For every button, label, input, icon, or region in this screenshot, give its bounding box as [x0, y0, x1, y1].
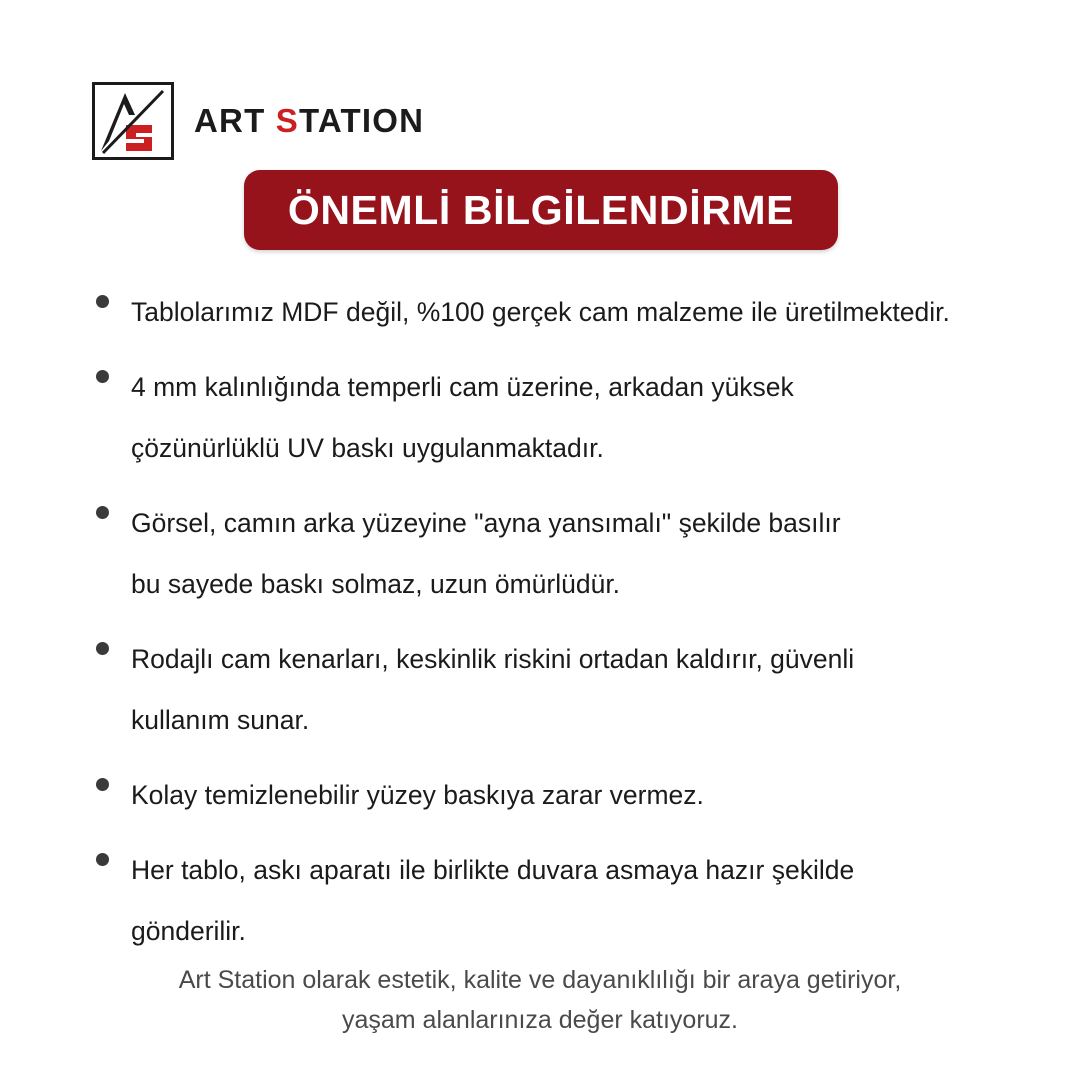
banner-title: ÖNEMLİ BİLGİLENDİRME [287, 186, 795, 233]
list-item-text: 4 mm kalınlığında temperli cam üzerine, arkadan yüksek çözünürlüklü UV baskı uygulanmaktadır. [131, 372, 794, 463]
list-item [96, 765, 1036, 826]
brand-name-accent: S [275, 102, 300, 139]
as-monogram-icon [92, 82, 174, 160]
bullet-dot-icon [96, 642, 109, 655]
brand-name-part2: TATION [299, 102, 425, 139]
title-banner [244, 170, 838, 250]
list-item-text: Görsel, camın arka yüzeyine "ayna yansımalı" şekilde basılır bu sayede baskı solmaz, uzun ömürlüdür. [131, 508, 841, 599]
bullet-dot-icon [96, 778, 109, 791]
list-item [96, 493, 1036, 615]
bullet-list [96, 282, 1036, 976]
bullet-dot-icon [96, 506, 109, 519]
list-item [96, 629, 1036, 751]
list-item [96, 357, 1036, 479]
brand-name [194, 102, 424, 140]
footer-tagline: Art Station olarak estetik, kalite ve dayanıklılığı bir araya getiriyor, yaşam alanlarınıza değer katıyoruz. [178, 966, 902, 1034]
list-item [96, 282, 1036, 343]
list-item-text: Tablolarımız MDF değil, %100 gerçek cam malzeme ile üretilmektedir. [131, 297, 950, 327]
list-item-text: Kolay temizlenebilir yüzey baskıya zarar vermez. [131, 780, 704, 810]
list-item [96, 840, 1036, 962]
bullet-dot-icon [96, 370, 109, 383]
list-item-text: Rodajlı cam kenarları, keskinlik riskini ortadan kaldırır, güvenli kullanım sunar. [131, 644, 855, 735]
brand-logo [92, 82, 424, 160]
list-item-text: Her tablo, askı aparatı ile birlikte duvara asmaya hazır şekilde gönderilir. [131, 855, 855, 946]
bullet-dot-icon [96, 295, 109, 308]
bullet-dot-icon [96, 853, 109, 866]
brand-name-part1: ART [194, 102, 276, 139]
